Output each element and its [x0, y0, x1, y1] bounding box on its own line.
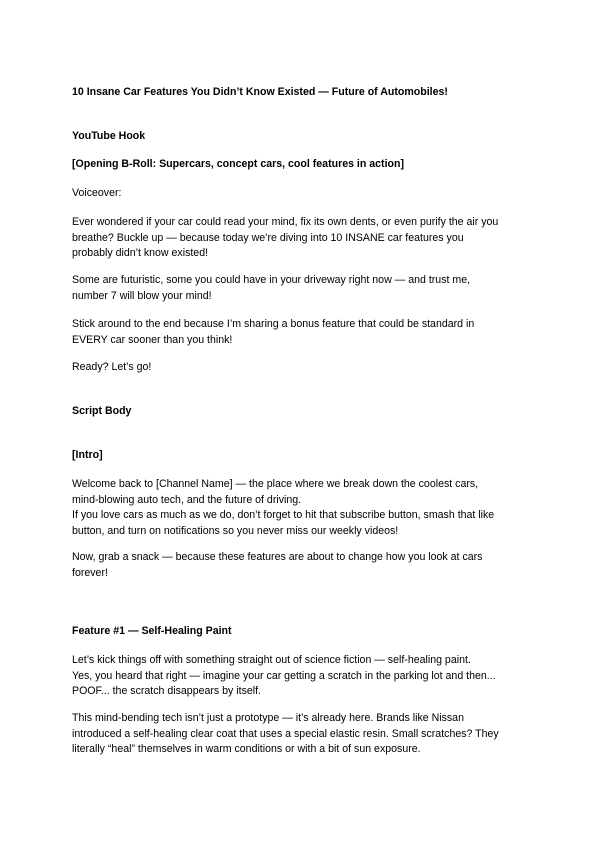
opening-broll-note: [Opening B-Roll: Supercars, concept cars, cool features in action] [72, 158, 405, 170]
voiceover-label: Voiceover: [72, 187, 122, 199]
feature-1-paragraph-2-line: This mind-bending tech isn’t just a prototype — it’s already here. Brands like Nissan [72, 712, 464, 724]
feature-1-paragraph-1 [72, 653, 532, 700]
feature-1-paragraph-2 [72, 711, 532, 758]
intro-paragraph-1-line: If you love cars as much as we do, don’t forget to hit that subscribe button, smash that like [72, 509, 495, 522]
document-title: 10 Insane Car Features You Didn’t Know Existed — Future of Automobiles! [72, 86, 448, 98]
hook-paragraph-1 [72, 215, 532, 262]
hook-paragraph-1-line: Ever wondered if your car could read your mind, fix its own dents, or even purify the air you [72, 216, 499, 228]
intro-paragraph-1-line: mind-blowing auto tech, and the future of driving. [72, 493, 302, 506]
hook-paragraph-3 [72, 317, 532, 348]
intro-paragraph-1-line: button, and turn on notifications so you never miss our weekly videos! [72, 524, 399, 537]
feature-1-paragraph-2-line: literally “heal” themselves in warm conditions or with a bit of sun exposure. [72, 743, 421, 756]
hook-paragraph-4: Ready? Let’s go! [72, 361, 152, 373]
intro-paragraph-2-line: forever! [72, 566, 108, 579]
hook-paragraph-2 [72, 273, 532, 304]
intro-paragraph-1-line: Welcome back to [Channel Name] — the place where we break down the coolest cars, [72, 478, 479, 490]
intro-paragraph-1 [72, 477, 532, 539]
intro-heading: [Intro] [72, 449, 103, 461]
feature-1-heading: Feature #1 — Self-Healing Paint [72, 625, 232, 637]
intro-paragraph-2 [72, 550, 532, 581]
hook-paragraph-3-line: EVERY car sooner than you think! [72, 333, 233, 346]
hook-paragraph-1-line: probably didn’t know existed! [72, 247, 209, 260]
hook-paragraph-1-line: breathe? Buckle up — because today we’re diving into 10 INSANE car features you [72, 231, 464, 244]
feature-1-paragraph-2-line: introduced a self-healing clear coat that uses a special elastic resin. Small scratches? They [72, 727, 499, 740]
feature-1-paragraph-1-line: POOF... the scratch disappears by itself. [72, 685, 262, 698]
hook-paragraph-2-line: Some are futuristic, some you could have in your driveway right now — and trust me, [72, 274, 471, 286]
hook-paragraph-2-line: number 7 will blow your mind! [72, 289, 212, 302]
script-body-heading: Script Body [72, 405, 132, 417]
hook-paragraph-3-line: Stick around to the end because I’m sharing a bonus feature that could be standard in [72, 318, 475, 330]
feature-1-paragraph-1-line: Let’s kick things off with something straight out of science fiction — self-healing paint. [72, 654, 471, 666]
hook-heading: YouTube Hook [72, 130, 146, 142]
intro-paragraph-2-line: Now, grab a snack — because these features are about to change how you look at cars [72, 551, 483, 563]
feature-1-paragraph-1-line: Yes, you heard that right — imagine your car getting a scratch in the parking lot and then... [72, 669, 496, 682]
